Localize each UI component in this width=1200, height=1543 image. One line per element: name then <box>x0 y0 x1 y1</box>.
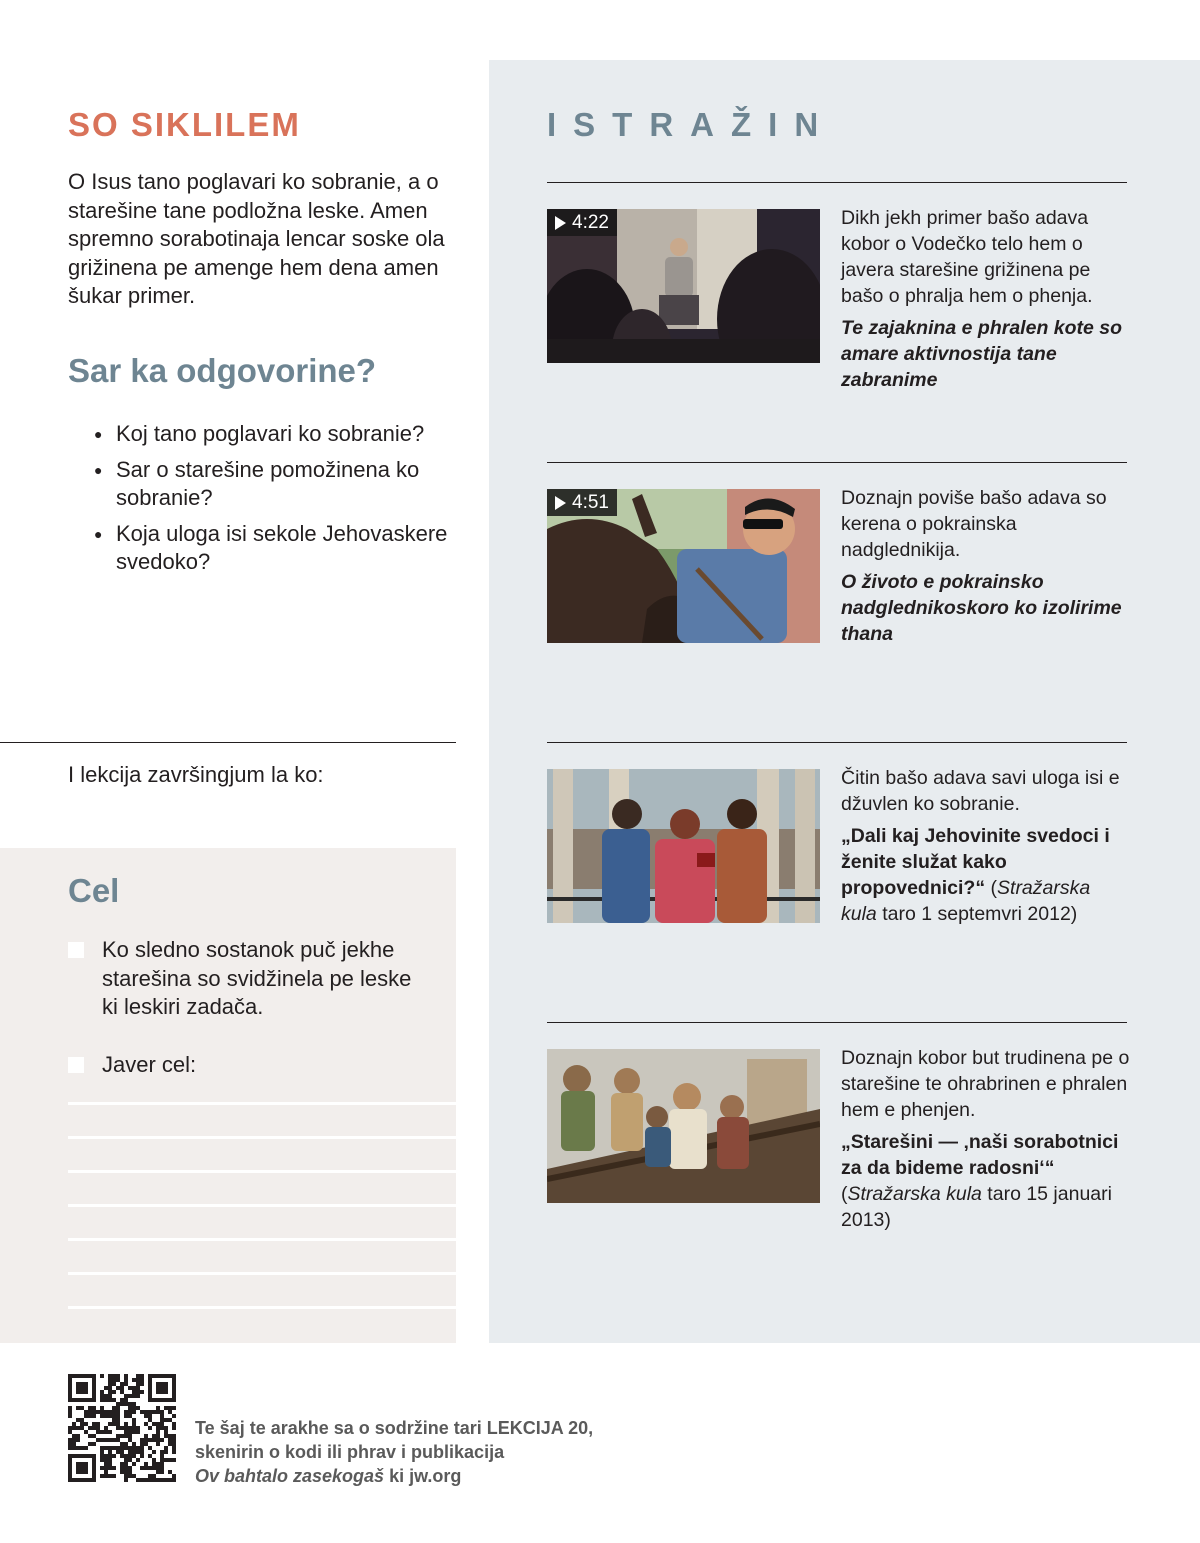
explore-item-text <box>841 1045 1131 1233</box>
video-duration: 4:22 <box>572 212 609 233</box>
writing-line[interactable] <box>68 1272 456 1275</box>
explore-item-text <box>841 485 1131 647</box>
explore-description: Doznajn poviše bašo adava so kerena o pokrainska nadglednikija. <box>841 487 1107 561</box>
video-duration: 4:51 <box>572 492 609 513</box>
goal-item-1[interactable] <box>68 936 428 1022</box>
writing-line[interactable] <box>68 1136 456 1139</box>
footer-line-3-rest[interactable]: ki jw.org <box>384 1466 462 1486</box>
goal-panel <box>0 848 456 1343</box>
source-rest: taro 1 septemvri 2012) <box>876 903 1078 925</box>
source-title: Stražarska kula <box>841 877 1091 925</box>
question-item: ● Sar o starešine pomožinena ko sobranie? <box>94 456 454 513</box>
explore-description: Doznajn kobor but trudinena pe o starešine te ohrabrinen e phralen hem e phenjen. <box>841 1047 1130 1121</box>
questions-list <box>94 420 454 584</box>
explore-title: ISTRAŽIN <box>547 106 836 143</box>
goal-item-text: Ko sledno sostanok puč jekhe starešina so svidžinela pe leske ki leskiri zadača. <box>102 937 412 1019</box>
completed-label: I lekcija završingjum la ko: <box>68 762 324 787</box>
explore-reference-link[interactable]: O životo e pokrainsko nadglednikoskoro ko izolirime thana <box>841 571 1122 645</box>
footer-text <box>195 1416 593 1488</box>
explore-description: Dikh jekh primer bašo adava kobor o Vodečko telo hem o javera starešine grižinena pe bašo o phralja hem o phenja. <box>841 207 1093 307</box>
video-thumbnail[interactable] <box>547 209 820 363</box>
summary-text: O Isus tano poglavari ko sobranie, a o starešine tane podložna leske. Amen spremno sorabotinaja lencar soske ola grižinena pe amenge hem dena amen šukar primer. <box>68 169 445 308</box>
source-rest: taro 15 januari 2013) <box>841 1183 1112 1231</box>
article-thumbnail[interactable] <box>547 1049 820 1203</box>
checkbox-icon[interactable] <box>68 1057 84 1073</box>
play-icon <box>555 216 566 230</box>
qr-code[interactable] <box>68 1374 176 1482</box>
writing-line[interactable] <box>68 1102 456 1105</box>
reference-title: „Dali kaj Jehovinite svedoci i ženite služat kako propovednici?“ <box>841 825 1110 899</box>
divider <box>0 742 456 743</box>
writing-line[interactable] <box>68 1306 456 1309</box>
questions-title: Sar ka odgovorine? <box>68 352 377 389</box>
goal-item-2[interactable] <box>68 1051 428 1080</box>
source-open: ( <box>985 877 998 899</box>
play-icon <box>555 496 566 510</box>
footer-line-2: skenirin o kodi ili phrav i publikacija <box>195 1442 505 1462</box>
video-duration-badge <box>547 489 617 516</box>
explore-reference-link[interactable] <box>841 823 1131 927</box>
source-open: ( <box>841 1183 848 1205</box>
divider <box>547 742 1127 743</box>
women-reading-photo <box>547 769 820 923</box>
elders-painting <box>547 1049 820 1203</box>
source-title: Stražarska kula <box>847 1183 982 1205</box>
video-duration-badge <box>547 209 617 236</box>
footer-line-1: Te šaj te arakhe sa o sodržine tari LEKCIJA 20, <box>195 1418 594 1438</box>
goal-title: Cel <box>68 872 120 909</box>
divider <box>547 182 1127 183</box>
question-item: ● Koja uloga isi sekole Jehovaskere svedoko? <box>94 520 454 577</box>
explore-reference-link[interactable] <box>841 1129 1131 1233</box>
divider <box>547 1022 1127 1023</box>
goal-item-text: Javer cel: <box>102 1052 197 1077</box>
checkbox-icon[interactable] <box>68 942 84 958</box>
writing-line[interactable] <box>68 1238 456 1241</box>
summary-title: SO SIKLILEM <box>68 106 301 143</box>
explore-description: Čitin bašo adava savi uloga isi e džuvlen ko sobranie. <box>841 767 1120 815</box>
divider <box>547 462 1127 463</box>
explore-item-text <box>841 765 1131 927</box>
video-thumbnail[interactable] <box>547 489 820 643</box>
writing-line[interactable] <box>68 1204 456 1207</box>
writing-line[interactable] <box>68 1170 456 1173</box>
explore-item-text <box>841 205 1131 393</box>
explore-reference-link[interactable]: Te zajaknina e phralen kote so amare aktivnostija tane zabranime <box>841 317 1123 391</box>
reference-title: „Starešini — ‚naši sorabotnici za da bideme radosni‘“ <box>841 1131 1119 1179</box>
article-thumbnail[interactable] <box>547 769 820 923</box>
question-item: ● Koj tano poglavari ko sobranie? <box>94 420 454 449</box>
footer-line-3-italic: Ov bahtalo zasekogaš <box>195 1466 385 1486</box>
